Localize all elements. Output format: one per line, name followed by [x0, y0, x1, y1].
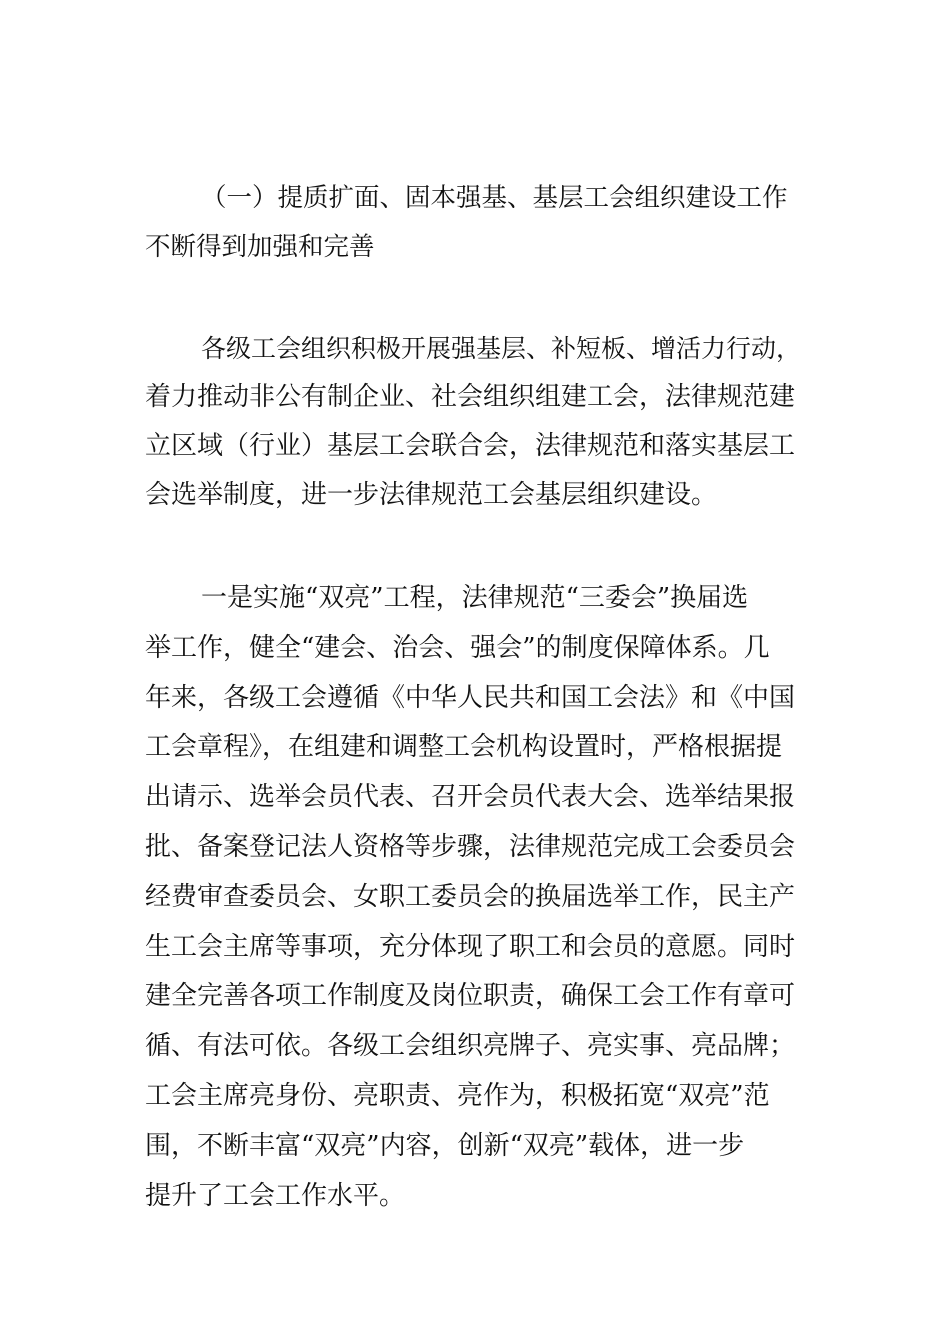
heading-line: （一）提质扩面、固本强基、基层工会组织建设工作: [201, 183, 788, 213]
paragraph-shuangliang: [145, 574, 810, 1221]
paragraph-line: 着力推动非公有制企业、社会组织组建工会，法律规范建: [145, 382, 796, 412]
paragraph-line: 出请示、选举会员代表、召开会员代表大会、选举结果报: [145, 782, 796, 813]
paragraph-line: 建全完善各项工作制度及岗位职责，确保工会工作有章可: [145, 981, 796, 1012]
paragraph-line: 经费审查委员会、女职工委员会的换届选举工作，民主产: [145, 881, 796, 912]
paragraph-line: 举工作，健全“建会、治会、强会”的制度保障体系。几: [145, 632, 770, 663]
paragraph-line: 一是实施“双亮”工程，法律规范“三委会”换届选: [201, 583, 749, 613]
paragraph-line: 立区域（行业）基层工会联合会，法律规范和落实基层工: [145, 431, 796, 461]
paragraph-line: 生工会主席等事项，充分体现了职工和会员的意愿。同时: [145, 931, 796, 962]
paragraph-line: 会选举制度，进一步法律规范工会基层组织建设。: [145, 480, 718, 510]
section-heading: [145, 174, 810, 272]
heading-line: 不断得到加强和完善: [145, 232, 375, 262]
paragraph-line: 年来，各级工会遵循《中华人民共和国工会法》和《中国: [145, 682, 796, 713]
paragraph-intro: [145, 324, 810, 520]
paragraph-line: 围，不断丰富“双亮”内容，创新“双亮”载体，进一步: [145, 1130, 745, 1161]
paragraph-line: 循、有法可依。各级工会组织亮牌子、亮实事、亮品牌；: [145, 1031, 796, 1062]
paragraph-line: 工会章程》，在组建和调整工会机构设置时，严格根据提: [145, 732, 783, 763]
paragraph-line: 提升了工会工作水平。: [145, 1180, 406, 1211]
paragraph-line: 批、备案登记法人资格等步骤，法律规范完成工会委员会: [145, 831, 796, 862]
paragraph-line: 工会主席亮身份、亮职责、亮作为，积极拓宽“双亮”范: [145, 1080, 770, 1111]
paragraph-line: 各级工会组织积极开展强基层、补短板、增活力行动，: [201, 334, 802, 363]
